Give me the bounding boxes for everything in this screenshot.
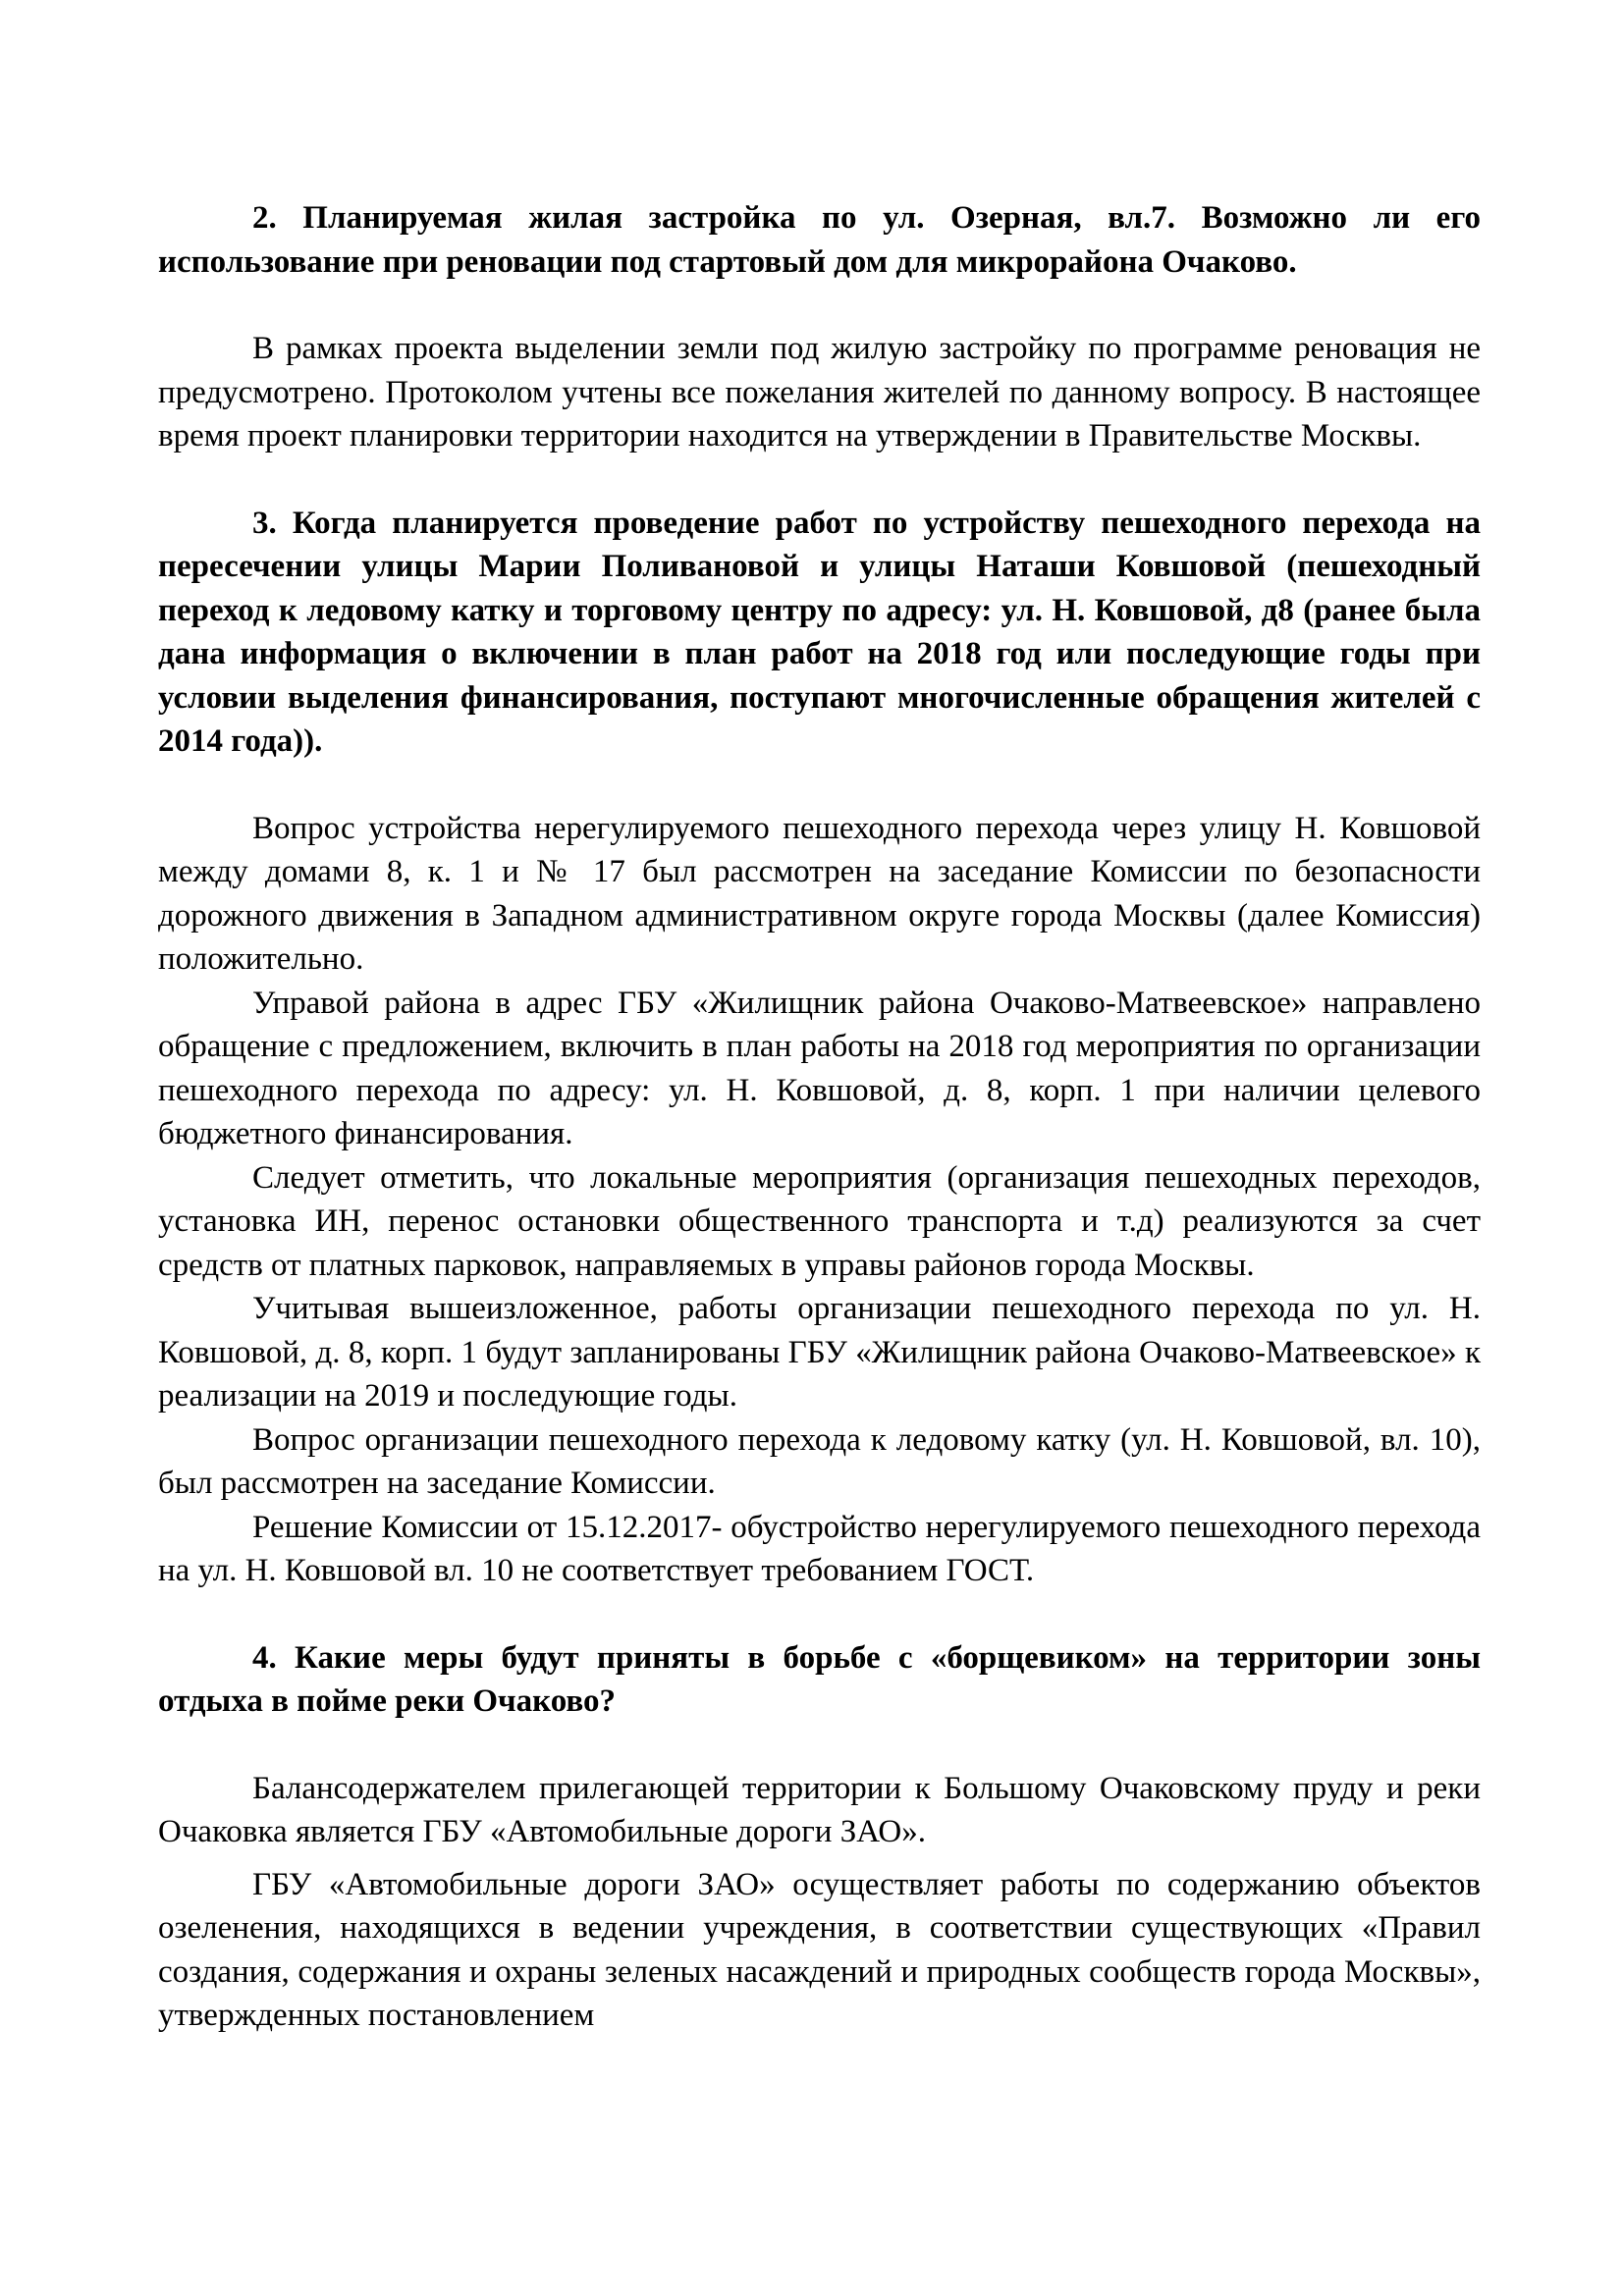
section-4-paragraph-1: Балансодержателем прилегающей территории к Большому Очаковскому пруду и реки Очаковка является ГБУ «Автомобильные дороги ЗАО».	[158, 1770, 1481, 1849]
section-3-paragraph-1: Вопрос устройства нерегулируемого пешеходного перехода через улицу Н. Ковшовой между домами 8, к. 1 и № 17 был рассмотрен на заседание Комиссии по безопасности дорожного движения в Западном административном округе города Москвы (далее Комиссия) положительно.	[158, 810, 1481, 977]
section-3-paragraph-6: Решение Комиссии от 15.12.2017- обустройство нерегулируемого пешеходного перехода на ул. Н. Ковшовой вл. 10 не соответствует требованием ГОСТ.	[158, 1509, 1481, 1588]
section-3-paragraph-4: Учитывая вышеизложенное, работы организации пешеходного перехода по ул. Н. Ковшовой, д. 8, корп. 1 будут запланированы ГБУ «Жилищник района Очаково-Матвеевское» к реализации на 2019 и последующие годы.	[158, 1291, 1481, 1414]
section-4-paragraph-2: ГБУ «Автомобильные дороги ЗАО» осуществляет работы по содержанию объектов озеленения, находящихся в ведении учреждения, в соответствии существующих «Правил создания, содержания и охраны зеленых насаждений и природных сообществ города Москвы», утвержденных постановлением	[158, 1866, 1481, 2033]
section-3-paragraph-2: Управой района в адрес ГБУ «Жилищник района Очаково-Матвеевское» направлено обращение с предложением, включить в план работы на 2018 год мероприятия по организации пешеходного перехода по адресу: ул. Н. Ковшовой, д. 8, корп. 1 при наличии целевого бюджетного финансирования.	[158, 985, 1481, 1151]
document-page	[158, 196, 1481, 2038]
section-3-paragraph-3: Следует отметить, что локальные мероприятия (организация пешеходных переходов, установка ИН, перенос остановки общественного транспорта и т.д) реализуются за счет средств от платных парковок, направляемых в управы районов города Москвы.	[158, 1159, 1481, 1283]
section-3-heading: 3. Когда планируется проведение работ по устройству пешеходного перехода на пересечении улицы Марии Поливановой и улицы Наташи Ковшовой (пешеходный переход к ледовому катку и торговому центру по адресу: ул. Н. Ковшовой, д8 (ранее была дана информация о включении в план работ на 2018 год или последующие годы при условии выделения финансирования, поступают многочисленные обращения жителей с 2014 года)).	[158, 505, 1481, 759]
section-2-heading: 2. Планируемая жилая застройка по ул. Озерная, вл.7. Возможно ли его использование при реновации под стартовый дом для микрорайона Очаково.	[158, 200, 1481, 280]
section-4-heading: 4. Какие меры будут приняты в борьбе с «борщевиком» на территории зоны отдыха в пойме реки Очаково?	[158, 1639, 1481, 1719]
section-2-paragraph-1: В рамках проекта выделении земли под жилую застройку по программе реновация не предусмотрено. Протоколом учтены все пожелания жителей по данному вопросу. В настоящее время проект планировки территории находится на утверждении в Правительстве Москвы.	[158, 331, 1481, 454]
section-3-paragraph-5: Вопрос организации пешеходного перехода к ледовому катку (ул. Н. Ковшовой, вл. 10), был рассмотрен на заседание Комиссии.	[158, 1421, 1481, 1501]
